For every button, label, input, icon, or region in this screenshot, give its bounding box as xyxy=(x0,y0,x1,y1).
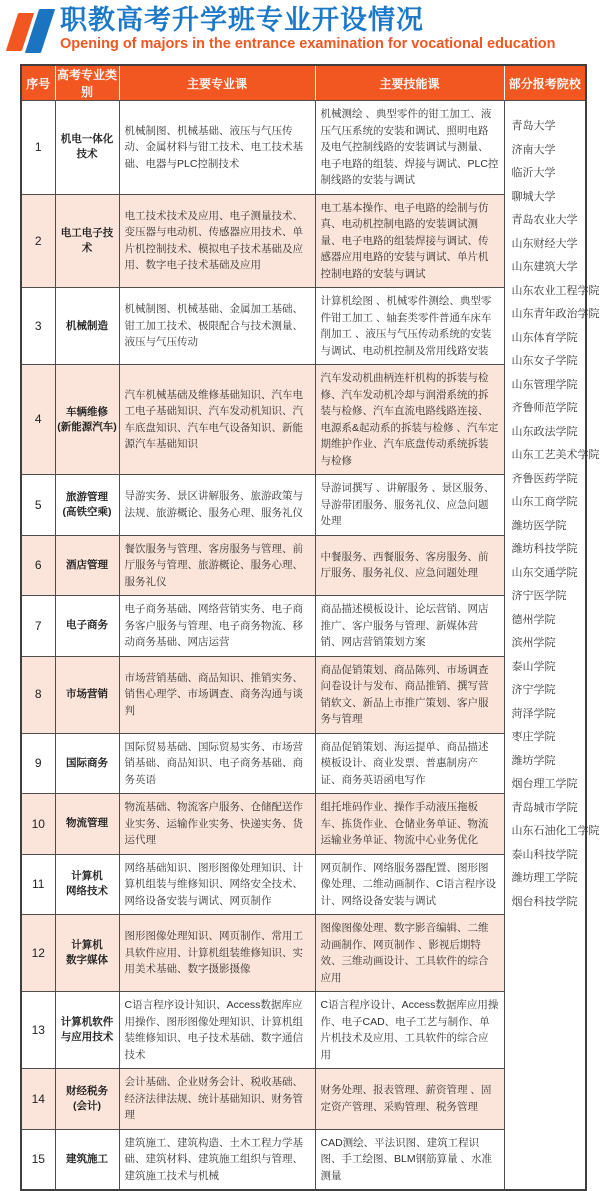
category-label: 机械制造 xyxy=(66,319,108,332)
page-title: 职教高考升学班专业开设情况 xyxy=(60,5,424,35)
row-number: 3 xyxy=(21,288,55,365)
table-row xyxy=(21,288,586,365)
page-subtitle: Opening of majors in the entrance examination for vocational education xyxy=(60,36,556,52)
row-number: 11 xyxy=(21,854,55,915)
skill-courses: 商品促销策划、海运提单、商品描述模板设计、商业发票、普惠制房产证、商务英语函电写作 xyxy=(315,733,504,794)
category-label: 物流管理 xyxy=(66,817,108,830)
row-number: 1 xyxy=(21,101,55,195)
row-number: 14 xyxy=(21,1069,55,1130)
college-item: 山东交通学院 xyxy=(511,566,578,579)
row-number: 13 xyxy=(21,992,55,1069)
row-category xyxy=(55,854,119,915)
skill-courses: 导游词撰写 、讲解服务 、景区服务、导游带团服务、服务礼仪、应急问题处理 xyxy=(315,475,504,536)
title-block xyxy=(60,5,592,53)
category-label: 电工电子技术 xyxy=(60,226,114,254)
college-item: 山东财经大学 xyxy=(511,237,578,250)
row-category xyxy=(55,535,119,596)
row-number: 6 xyxy=(21,535,55,596)
college-item: 枣庄学院 xyxy=(511,731,556,743)
category-label: 计算机 xyxy=(71,939,103,951)
skill-courses: 财务处理、报表管理、薪资管理 、固定资产管理、采购管理、税务管理 xyxy=(315,1069,504,1130)
college-item: 泰山学院 xyxy=(511,660,556,673)
college-item: 齐鲁师范学院 xyxy=(511,402,578,414)
table-header-row xyxy=(21,65,586,101)
col-header-major-courses: 主要专业课 xyxy=(119,65,315,101)
college-item: 济南大学 xyxy=(511,143,556,156)
college-item: 山东女子学院 xyxy=(511,355,578,367)
college-item: 济宁医学院 xyxy=(511,590,567,602)
category-sub-label: 数字媒体 xyxy=(66,954,108,966)
college-item: 烟台理工学院 xyxy=(511,778,578,790)
table-row xyxy=(21,915,586,992)
row-number: 10 xyxy=(21,794,55,855)
college-item: 济宁学院 xyxy=(511,684,556,696)
major-courses: 市场营销基础、商品知识、推销实务、销售心理学、市场调查、商务沟通与谈判 xyxy=(119,656,315,733)
major-courses: 网络基础知识、图形图像处理知识、计算机组装与维修知识、网络安全技术、网络设备安装与调试、网页制作 xyxy=(119,854,315,915)
col-header-number: 序号 xyxy=(21,65,55,101)
college-item: 山东建筑大学 xyxy=(511,261,578,273)
category-sub-label: (新能源汽车) xyxy=(57,420,117,433)
major-courses: 建筑施工、建筑构造、土木工程力学基础、建筑材料、建筑施工组织与管理、建筑施工技术与机械 xyxy=(119,1129,315,1190)
table-row xyxy=(21,194,586,288)
major-courses: 机械制图、机械基础、液压与气压传动、金属材料与钳工技术、电工技术基础、电器与PLC控制技术 xyxy=(119,101,315,195)
category-label: 建筑施工 xyxy=(66,1152,108,1165)
college-item: 山东青年政治学院 xyxy=(511,308,600,320)
category-label: 旅游管理 xyxy=(66,490,108,503)
major-courses: 会计基础、企业财务会计、税收基础、经济法律法规、统计基础知识、财务管理 xyxy=(119,1069,315,1130)
college-item: 临沂大学 xyxy=(511,167,556,179)
colleges-cell xyxy=(504,101,600,1191)
major-courses: 电子商务基础、网络营销实务、电子商务客户服务与管理、电子商务物流、移动商务基础、网店运营 xyxy=(119,596,315,657)
col-header-colleges: 部分报考院校 xyxy=(504,65,586,101)
row-number: 7 xyxy=(21,596,55,657)
row-category xyxy=(55,1129,119,1190)
row-category xyxy=(55,1069,119,1130)
row-category xyxy=(55,992,119,1069)
row-number: 12 xyxy=(21,915,55,992)
category-label: 市场营销 xyxy=(66,688,108,700)
college-item: 潍坊学院 xyxy=(511,754,556,767)
category-sub-label: (高铁空乘) xyxy=(62,505,112,518)
row-category xyxy=(55,365,119,475)
category-label: 计算机 xyxy=(71,870,103,883)
table-row xyxy=(21,101,586,195)
college-item: 山东政法学院 xyxy=(511,425,578,438)
table-row xyxy=(21,596,586,657)
row-number: 15 xyxy=(21,1129,55,1190)
college-item: 山东农业工程学院 xyxy=(511,284,600,297)
table-row xyxy=(21,854,586,915)
college-item: 山东工艺美术学院 xyxy=(511,449,600,461)
row-category xyxy=(55,475,119,536)
skill-courses: C语言程序设计、Access数据库应用操作、电子CAD、电子工艺与制作、单片机技术及应用、工具软件的综合应用 xyxy=(315,992,504,1069)
college-item: 齐鲁医药学院 xyxy=(511,472,578,485)
table-row xyxy=(21,1069,586,1130)
category-sub-label: 技术 xyxy=(76,148,98,161)
table-row xyxy=(21,475,586,536)
major-courses: 图形图像处理知识、网页制作、常用工具软件应用、计算机组装维修知识、实用美术基础、数字摄影摄像 xyxy=(119,915,315,992)
skill-courses: 商品促销策划、商品陈列、市场调查问卷设计与发布、商品推销、撰写营销软文、新品上市推广策划、客户服务与管理 xyxy=(315,656,504,733)
college-item: 山东石油化工学院 xyxy=(511,825,600,837)
skill-courses: 计算机绘图 、机械零件测绘、典型零件钳工加工 、轴套类零件普通车床车削加工 、液压与气压传动系统的安装与调试、电动机控制及常用线路安装 xyxy=(315,288,504,365)
row-category xyxy=(55,101,119,195)
category-sub-label: 网络技术 xyxy=(66,885,108,898)
skill-courses: 图像图像处理、数字影音编辑、二维动画制作、网页制作 、影视后期特效、三维动画设计、工具软件的综合应用 xyxy=(315,915,504,992)
table-row xyxy=(21,656,586,733)
major-courses: 机械制图、机械基础、金属加工基础、钳工加工技术、极限配合与技术测量、液压与气压传动 xyxy=(119,288,315,365)
college-item: 菏泽学院 xyxy=(511,707,556,720)
row-category xyxy=(55,794,119,855)
row-category xyxy=(55,915,119,992)
college-item: 山东工商学院 xyxy=(511,496,578,508)
category-label: 电子商务 xyxy=(66,619,108,632)
skill-courses: 电工基本操作、电子电路的绘制与仿真、电动机控制电路的安装调试测量、电子电路的组装焊接与调试、传感器应用电路的安装与调试、单片机控制电路的安装与调试 xyxy=(315,194,504,288)
row-number: 5 xyxy=(21,475,55,536)
college-item: 潍坊理工学院 xyxy=(511,872,578,884)
major-courses: 汽车机械基础及维修基础知识、汽车电工电子基础知识、汽车发动机知识、汽车底盘知识、汽车电气设备知识、新能源汽车基础知识 xyxy=(119,365,315,475)
row-category xyxy=(55,656,119,733)
skill-courses: 网页制作、网络服务器配置、图形图像处理、二维动画制作、C语言程序设计、网络设备安装与调试 xyxy=(315,854,504,915)
row-category xyxy=(55,288,119,365)
category-label: 机电一体化 xyxy=(60,133,114,146)
skill-courses: CAD测绘、平法识图、建筑工程识图、手工绘图、BLM钢筋算量 、水准测量 xyxy=(315,1129,504,1190)
category-sub-label: (会计) xyxy=(73,1099,101,1112)
skill-courses: 商品描述模板设计、论坛营销、网店推广、客户服务与管理、新媒体营销、网店营销策划方案 xyxy=(315,596,504,657)
table-row xyxy=(21,535,586,596)
col-header-category: 高考专业类别 xyxy=(55,65,119,101)
table-row xyxy=(21,733,586,794)
major-courses: C语言程序设计知识、Access数据库应用操作、图形图像处理知识、计算机组装维修知识、电子技术基础、数字通信技术 xyxy=(119,992,315,1069)
category-label: 车辆维修 xyxy=(66,405,108,418)
category-sub-label: 与应用技术 xyxy=(60,1031,114,1043)
row-number: 4 xyxy=(21,365,55,475)
college-item: 烟台科技学院 xyxy=(511,895,578,908)
majors-table xyxy=(20,64,600,1191)
college-item: 聊城大学 xyxy=(511,190,556,203)
table-row xyxy=(21,1129,586,1190)
category-label: 计算机软件 xyxy=(60,1016,114,1028)
major-courses: 导游实务、景区讲解服务、旅游政策与法规、旅游概论、服务心理、服务礼仪 xyxy=(119,475,315,536)
skill-courses: 机械测绘 、典型零件的钳工加工、液压气压系统的安装和调试、照明电路及电气控制线路的安装调试与测量、电子电路的组装、焊接与调试、PLC控制线路的安装与调试 xyxy=(315,101,504,195)
skill-courses: 中餐服务、西餐服务、客房服务、前厅服务、服务礼仪、应急问题处理 xyxy=(315,535,504,596)
college-item: 山东体育学院 xyxy=(511,331,578,344)
major-courses: 餐饮服务与管理、客房服务与管理、前厅服务与管理、旅游概论、服务心理、服务礼仪 xyxy=(119,535,315,596)
row-category xyxy=(55,733,119,794)
table-row xyxy=(21,794,586,855)
college-item: 滨州学院 xyxy=(511,637,556,649)
row-number: 2 xyxy=(21,194,55,288)
category-label: 酒店管理 xyxy=(66,558,108,571)
page-header xyxy=(0,0,600,60)
college-item: 潍坊科技学院 xyxy=(511,543,578,555)
skill-courses: 汽车发动机曲柄连杆机构的拆装与检修、汽车发动机冷却与润滑系统的拆装与检修、汽车直流电路线路连接、电源系&起动系的拆装与检修 、汽车定期维护作业、汽车底盘传动系统拆装与检修 xyxy=(315,365,504,475)
col-header-skill-courses: 主要技能课 xyxy=(315,65,504,101)
college-item: 潍坊医学院 xyxy=(511,519,567,532)
brand-logo xyxy=(6,5,52,55)
row-number: 8 xyxy=(21,656,55,733)
major-courses: 电工技术技术及应用、电子测量技术、变压器与电动机、传感器应用技术、单片机控制技术、模拟电子技术基础及应用、数字电子技术基础及应用 xyxy=(119,194,315,288)
table-body xyxy=(21,101,600,1191)
table-row xyxy=(21,992,586,1069)
skill-courses: 组托堆码作业、操作手动液压拖板车、拣货作业、仓储业务单证、物流运输业务单证、物流中心业务优化 xyxy=(315,794,504,855)
college-item: 德州学院 xyxy=(511,613,556,626)
college-item: 山东管理学院 xyxy=(511,378,578,391)
college-item: 青岛大学 xyxy=(511,120,556,132)
college-item: 青岛农业大学 xyxy=(511,214,578,226)
major-courses: 国际贸易基础、国际贸易实务、市场营销基础、商品知识、电子商务基础、商务英语 xyxy=(119,733,315,794)
row-category xyxy=(55,194,119,288)
major-courses: 物流基础、物流客户服务、仓储配送作业实务、运输作业实务、快递实务、货运代理 xyxy=(119,794,315,855)
row-number: 9 xyxy=(21,733,55,794)
category-label: 财经税务 xyxy=(66,1084,108,1097)
table-row xyxy=(21,365,586,475)
college-item: 青岛城市学院 xyxy=(511,801,578,814)
category-label: 国际商务 xyxy=(66,756,108,769)
college-item: 泰山科技学院 xyxy=(511,848,578,861)
row-category xyxy=(55,596,119,657)
